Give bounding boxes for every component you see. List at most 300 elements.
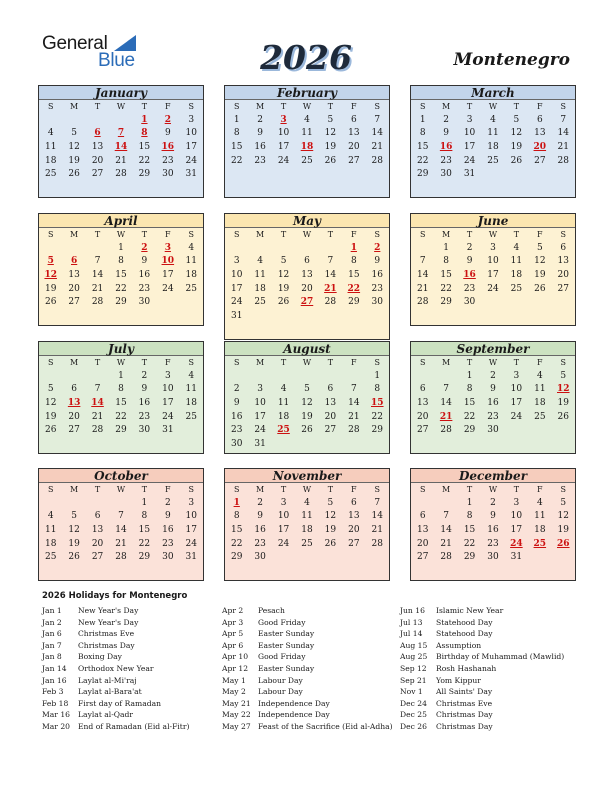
day-cell: 29 <box>138 169 151 180</box>
day-cell: 26 <box>301 425 313 436</box>
month-name: January <box>39 86 203 100</box>
month-august <box>224 341 390 454</box>
day-cell: 1 <box>233 114 240 125</box>
empty-day-cell <box>552 550 575 564</box>
day-cell: 28 <box>115 552 127 563</box>
day-cell: 13 <box>416 524 429 535</box>
day-cell: 26 <box>324 538 337 549</box>
day-cell: 17 <box>277 524 290 535</box>
weekday-header: M <box>442 485 451 494</box>
weekday-header: S <box>374 358 380 367</box>
empty-day-cell <box>62 113 85 127</box>
day-cell: 17 <box>162 269 174 280</box>
weekday-header: S <box>47 102 54 111</box>
day-cell: 2 <box>466 242 473 253</box>
day-cell: 25 <box>254 297 266 308</box>
holiday-name: Independence Day <box>258 710 330 720</box>
day-cell: 9 <box>141 256 148 267</box>
day-cell: 15 <box>463 397 476 408</box>
day-cell: 28 <box>371 155 383 166</box>
day-cell: 21 <box>348 411 360 422</box>
day-cell: 3 <box>188 114 195 125</box>
weekday-header: W <box>488 358 498 367</box>
empty-day-cell <box>342 550 365 564</box>
holiday-row <box>400 628 564 640</box>
day-cell: 18 <box>254 283 266 294</box>
weekday-header: T <box>327 102 334 111</box>
month-name: October <box>39 469 203 483</box>
day-cell: 6 <box>419 511 426 522</box>
holiday-name: Rosh Hashanah <box>436 663 497 673</box>
empty-day-cell <box>319 241 342 255</box>
day-cell: 26 <box>68 552 80 563</box>
day-cell: 22 <box>115 283 127 294</box>
weekday-header: F <box>165 485 171 494</box>
day-cell: 28 <box>440 552 452 563</box>
day-cell: 19 <box>324 141 337 152</box>
holiday-date: May 27 <box>222 721 251 731</box>
day-cell: 12 <box>301 397 313 408</box>
day-cell: 9 <box>141 384 148 395</box>
holiday-row <box>222 651 393 663</box>
holiday-row <box>42 605 189 617</box>
holiday-column <box>400 605 564 733</box>
weekday-header: T <box>94 230 101 239</box>
empty-day-cell <box>481 295 504 309</box>
holiday-date: May 2 <box>222 687 246 697</box>
holiday-row <box>222 709 393 721</box>
day-cell: 30 <box>487 552 499 563</box>
weekday-header: S <box>233 102 240 111</box>
day-cell: 5 <box>513 114 520 125</box>
weekday-header: F <box>537 102 543 111</box>
holiday-name: Laylat al-Mi'raj <box>78 675 137 685</box>
day-cell: 15 <box>115 269 127 280</box>
day-cell: 10 <box>510 384 523 395</box>
day-cell: 19 <box>324 524 337 535</box>
empty-day-cell <box>552 295 575 309</box>
day-cell: 4 <box>490 114 496 125</box>
day-cell: 2 <box>141 370 148 381</box>
day-cell: 22 <box>416 155 429 166</box>
day-cell: 21 <box>557 141 569 152</box>
day-cell: 29 <box>115 425 127 436</box>
day-cell: 4 <box>536 497 543 508</box>
day-cell: 14 <box>91 269 104 280</box>
weekday-header: S <box>560 358 566 367</box>
day-cell: 10 <box>162 384 174 395</box>
holiday-name: All Saints' Day <box>436 687 493 697</box>
day-cell: 15 <box>416 141 429 152</box>
month-may <box>224 213 390 340</box>
weekday-header: S <box>233 358 240 367</box>
holiday-row <box>222 686 393 698</box>
day-cell: 23 <box>440 155 452 166</box>
day-cell: 13 <box>348 511 360 522</box>
weekday-header: T <box>94 102 101 111</box>
day-cell: 3 <box>164 370 171 381</box>
holiday-row <box>42 663 189 675</box>
day-cell: 7 <box>94 256 101 267</box>
day-cell: 20 <box>416 411 429 422</box>
day-cell: 16 <box>254 141 266 152</box>
holiday-name: Laylat al-Bara'at <box>78 687 142 697</box>
empty-day-cell <box>86 496 109 510</box>
holiday-name: Pesach <box>258 606 285 615</box>
holiday-date: Jan 6 <box>42 629 62 639</box>
day-cell: 5 <box>327 114 334 125</box>
holiday-name: Christmas Day <box>78 640 135 650</box>
empty-day-cell <box>411 369 434 383</box>
holiday-date: Nov 1 <box>400 687 423 697</box>
empty-day-cell <box>180 295 203 309</box>
weekday-header: T <box>280 102 287 111</box>
day-cell: 26 <box>277 297 290 308</box>
day-cell: 9 <box>374 256 381 267</box>
day-cell: 30 <box>463 297 476 308</box>
weekday-header: T <box>141 358 148 367</box>
empty-day-cell <box>295 550 318 564</box>
day-cell: 18 <box>510 269 523 280</box>
holiday-name: New Year's Day <box>78 617 139 627</box>
holiday-row <box>42 628 189 640</box>
day-cell: 21 <box>91 283 104 294</box>
empty-day-cell <box>272 309 295 323</box>
weekday-header: S <box>188 230 194 239</box>
day-cell: 9 <box>257 511 263 522</box>
day-cell: 23 <box>162 155 174 166</box>
weekday-header: F <box>165 358 171 367</box>
day-cell: 2 <box>257 114 263 125</box>
weekday-header: T <box>280 230 287 239</box>
day-cell: 17 <box>487 269 499 280</box>
day-cell: 16 <box>138 397 151 408</box>
weekday-header: T <box>513 485 520 494</box>
holiday-day-cell: 16 <box>463 269 476 280</box>
holiday-name: Christmas Eve <box>78 629 135 639</box>
weekday-header: M <box>70 358 79 367</box>
day-cell: 11 <box>185 384 197 395</box>
day-cell: 28 <box>348 425 360 436</box>
empty-day-cell <box>481 167 504 181</box>
day-cell: 17 <box>185 524 197 535</box>
holiday-row <box>400 721 564 733</box>
day-cell: 15 <box>115 397 127 408</box>
day-cell: 16 <box>487 524 499 535</box>
day-cell: 31 <box>510 552 523 563</box>
empty-day-cell <box>366 550 389 564</box>
day-cell: 1 <box>466 497 473 508</box>
weekday-header: T <box>513 102 520 111</box>
month-name: May <box>225 214 389 228</box>
day-cell: 29 <box>416 169 429 180</box>
month-name: April <box>39 214 203 228</box>
holiday-day-cell: 6 <box>71 256 78 267</box>
weekday-header: S <box>374 102 380 111</box>
day-cell: 8 <box>466 384 473 395</box>
holiday-name: Statehood Day <box>436 629 493 639</box>
day-cell: 24 <box>230 297 243 308</box>
holiday-row <box>400 698 564 710</box>
day-cell: 15 <box>463 524 476 535</box>
weekday-header: T <box>280 358 287 367</box>
holiday-date: Feb 3 <box>42 687 64 697</box>
day-cell: 7 <box>374 114 381 125</box>
holiday-day-cell: 7 <box>117 128 125 139</box>
day-cell: 19 <box>510 141 523 152</box>
holiday-day-cell: 20 <box>533 141 547 152</box>
holiday-name: Easter Sunday <box>258 640 315 650</box>
weekday-header: S <box>560 230 566 239</box>
weekday-header: W <box>488 102 498 111</box>
weekday-header: M <box>70 485 79 494</box>
day-cell: 11 <box>510 256 523 267</box>
day-cell: 10 <box>487 256 499 267</box>
day-cell: 18 <box>185 397 197 408</box>
day-cell: 31 <box>230 310 243 321</box>
day-cell: 22 <box>371 411 383 422</box>
holiday-day-cell: 21 <box>439 411 453 422</box>
holiday-day-cell: 16 <box>161 141 175 152</box>
day-cell: 5 <box>71 511 77 522</box>
day-cell: 21 <box>416 283 429 294</box>
day-cell: 5 <box>327 497 334 508</box>
holiday-name: Boxing Day <box>78 652 122 662</box>
day-cell: 3 <box>513 497 520 508</box>
day-cell: 22 <box>463 538 476 549</box>
day-cell: 4 <box>513 242 520 253</box>
day-cell: 16 <box>371 269 383 280</box>
empty-day-cell <box>272 550 295 564</box>
day-cell: 3 <box>513 370 520 381</box>
day-cell: 4 <box>188 242 195 253</box>
day-cell: 9 <box>443 128 449 139</box>
day-cell: 25 <box>301 538 313 549</box>
day-cell: 13 <box>348 128 360 139</box>
holiday-name: Independence Day <box>258 698 330 708</box>
day-cell: 27 <box>91 169 104 180</box>
day-cell: 10 <box>230 269 243 280</box>
day-cell: 28 <box>416 297 429 308</box>
day-cell: 22 <box>463 411 476 422</box>
weekday-header: T <box>94 485 101 494</box>
holiday-name: Labour Day <box>258 687 303 697</box>
holiday-name: Good Friday <box>258 652 306 662</box>
day-cell: 22 <box>440 283 452 294</box>
empty-day-cell <box>295 241 318 255</box>
empty-day-cell <box>86 369 109 383</box>
holiday-day-cell: 1 <box>350 242 357 253</box>
holiday-name: Easter Sunday <box>258 629 315 639</box>
empty-day-cell <box>342 369 365 383</box>
holiday-date: Apr 5 <box>222 629 244 639</box>
holiday-row <box>400 709 564 721</box>
month-name: February <box>225 86 389 100</box>
day-cell: 17 <box>510 397 523 408</box>
day-cell: 28 <box>440 425 452 436</box>
day-cell: 8 <box>118 384 124 395</box>
day-cell: 15 <box>138 524 151 535</box>
day-cell: 9 <box>466 256 473 267</box>
day-cell: 9 <box>490 511 496 522</box>
holiday-row <box>42 698 189 710</box>
weekday-header: M <box>256 485 265 494</box>
empty-day-cell <box>505 167 528 181</box>
empty-day-cell <box>39 113 62 127</box>
holiday-row <box>42 675 189 687</box>
day-cell: 20 <box>324 411 337 422</box>
day-cell: 14 <box>440 524 452 535</box>
holiday-row <box>400 617 564 629</box>
day-cell: 25 <box>487 155 499 166</box>
empty-day-cell <box>39 369 62 383</box>
day-cell: 5 <box>47 384 54 395</box>
day-cell: 11 <box>277 397 290 408</box>
holiday-date: Mar 16 <box>42 710 71 720</box>
empty-day-cell <box>552 423 575 437</box>
weekday-header: M <box>256 102 265 111</box>
weekday-header: F <box>351 102 357 111</box>
day-cell: 28 <box>115 169 127 180</box>
holiday-day-cell: 3 <box>164 242 171 253</box>
holiday-day-cell: 21 <box>324 283 337 294</box>
holiday-date: Jun 16 <box>400 606 425 615</box>
day-cell: 30 <box>162 552 174 563</box>
day-cell: 20 <box>348 141 360 152</box>
holiday-day-cell: 2 <box>374 242 381 253</box>
day-cell: 6 <box>71 384 77 395</box>
day-cell: 13 <box>68 269 80 280</box>
weekday-header: S <box>419 230 426 239</box>
day-cell: 3 <box>466 114 473 125</box>
weekday-header: T <box>466 358 473 367</box>
day-cell: 5 <box>280 256 287 267</box>
day-cell: 8 <box>374 384 381 395</box>
day-cell: 30 <box>254 552 266 563</box>
day-cell: 29 <box>115 297 127 308</box>
month-april <box>38 213 204 326</box>
weekday-header: S <box>188 485 194 494</box>
day-cell: 20 <box>416 538 429 549</box>
empty-day-cell <box>248 241 271 255</box>
day-cell: 28 <box>371 538 383 549</box>
day-cell: 1 <box>419 114 426 125</box>
weekday-header: S <box>47 358 54 367</box>
day-cell: 5 <box>71 128 77 139</box>
day-cell: 2 <box>233 384 240 395</box>
day-cell: 29 <box>463 425 476 436</box>
day-cell: 12 <box>277 269 290 280</box>
day-cell: 17 <box>254 411 266 422</box>
weekday-header: S <box>374 230 380 239</box>
month-name: August <box>225 342 389 356</box>
day-cell: 9 <box>233 397 240 408</box>
holiday-day-cell: 12 <box>557 384 570 395</box>
day-cell: 11 <box>185 256 197 267</box>
holiday-day-cell: 14 <box>91 397 104 408</box>
empty-day-cell <box>109 496 132 510</box>
weekday-header: T <box>466 102 473 111</box>
day-cell: 13 <box>534 128 546 139</box>
day-cell: 12 <box>324 128 337 139</box>
holiday-date: Jan 7 <box>42 640 62 650</box>
weekday-header: F <box>165 230 171 239</box>
holiday-date: Jul 13 <box>400 617 423 627</box>
holiday-row <box>400 605 564 617</box>
holiday-date: Mar 20 <box>42 721 71 731</box>
day-cell: 26 <box>557 411 569 422</box>
day-cell: 19 <box>68 538 80 549</box>
day-cell: 2 <box>257 497 263 508</box>
month-name: June <box>411 214 575 228</box>
weekday-header: W <box>116 230 126 239</box>
holiday-date: Jan 1 <box>42 606 62 615</box>
month-february <box>224 85 390 198</box>
day-cell: 19 <box>68 155 80 166</box>
day-cell: 28 <box>91 297 104 308</box>
day-cell: 28 <box>91 425 104 436</box>
weekday-header: S <box>560 102 566 111</box>
day-cell: 23 <box>230 425 243 436</box>
day-cell: 8 <box>141 511 148 522</box>
holiday-row <box>400 686 564 698</box>
empty-day-cell <box>86 241 109 255</box>
day-cell: 15 <box>138 141 151 152</box>
day-cell: 15 <box>230 141 243 152</box>
empty-day-cell <box>156 295 179 309</box>
day-cell: 4 <box>304 497 310 508</box>
day-cell: 26 <box>510 155 523 166</box>
day-cell: 11 <box>301 511 313 522</box>
day-cell: 20 <box>91 538 104 549</box>
weekday-header: T <box>327 485 334 494</box>
day-cell: 22 <box>138 155 151 166</box>
holiday-date: Jan 16 <box>42 675 67 685</box>
month-june <box>410 213 576 326</box>
day-cell: 11 <box>301 128 313 139</box>
day-cell: 22 <box>138 538 151 549</box>
day-cell: 15 <box>440 269 452 280</box>
day-cell: 28 <box>324 297 337 308</box>
holiday-row <box>222 698 393 710</box>
brand-name-general: General <box>42 33 108 54</box>
empty-day-cell <box>342 309 365 323</box>
weekday-header: S <box>233 230 240 239</box>
empty-day-cell <box>411 241 434 255</box>
weekday-header: T <box>141 485 148 494</box>
holiday-date: Jan 14 <box>42 663 67 673</box>
day-cell: 7 <box>94 384 101 395</box>
day-cell: 11 <box>487 128 499 139</box>
day-cell: 2 <box>490 497 496 508</box>
holiday-date: Aug 25 <box>400 652 428 662</box>
day-cell: 30 <box>138 297 151 308</box>
weekday-header: F <box>537 358 543 367</box>
holiday-date: Jan 2 <box>42 617 62 627</box>
holiday-day-cell: 6 <box>94 128 101 139</box>
day-cell: 18 <box>301 524 313 535</box>
weekday-header: M <box>256 230 265 239</box>
holiday-day-cell: 13 <box>67 397 81 408</box>
day-cell: 7 <box>118 511 124 522</box>
empty-day-cell <box>272 241 295 255</box>
day-cell: 31 <box>254 438 266 449</box>
day-cell: 27 <box>68 297 80 308</box>
holiday-name: Statehood Day <box>436 617 493 627</box>
day-cell: 18 <box>487 141 499 152</box>
day-cell: 1 <box>374 370 381 381</box>
day-cell: 21 <box>440 538 452 549</box>
